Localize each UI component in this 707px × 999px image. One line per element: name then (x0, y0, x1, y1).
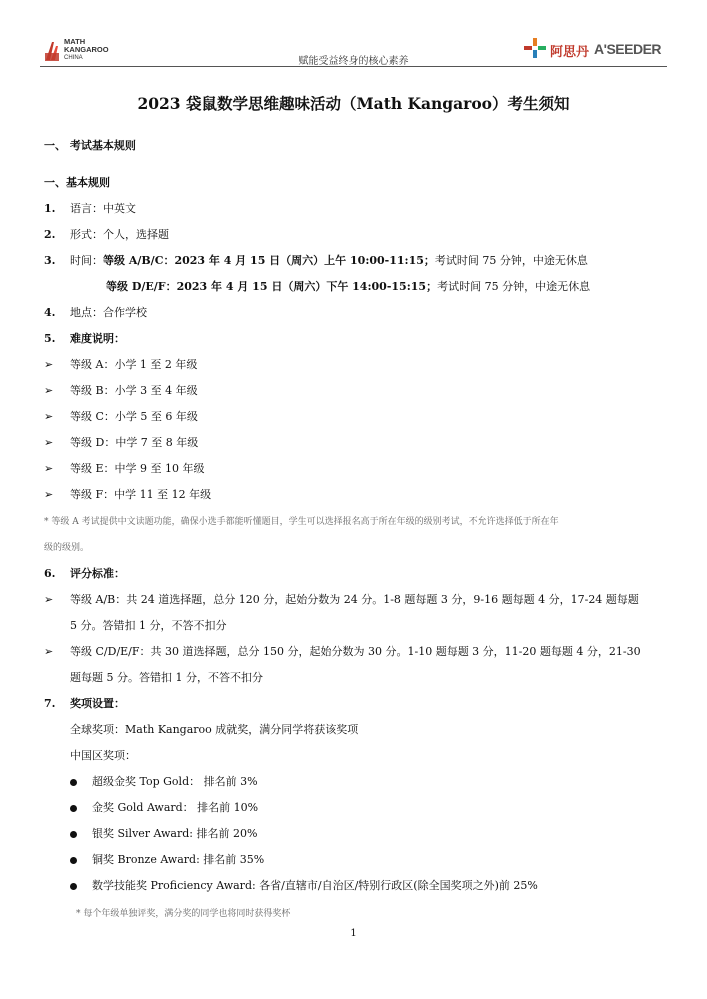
scoring-def-line1: 等级 C/D/E/F：共 30 道选择题，总分 150 分，起始分数为 30 分。1-10 题每题 3 分，11-20 题每题 4 分，21-30 (70, 645, 641, 658)
global-award: 全球奖项：Math Kangaroo 成就奖，满分同学将获该奖项 (70, 723, 359, 736)
aseeder-cn-name: 阿思丹 (550, 45, 590, 60)
rule-format (44, 228, 169, 242)
rule-time-def (106, 280, 590, 294)
award-note: * 每个年级单独评奖，满分奖的同学也将同时获得奖杯 (76, 909, 291, 919)
arrow-bullet-icon: ➢ (44, 410, 54, 423)
rule-time-label: 时间： (70, 254, 103, 267)
section-heading-basic-rules: 一、基本规则 (44, 176, 110, 189)
rule-time (44, 254, 588, 268)
item-number: 3. (44, 254, 56, 267)
header-tagline: 赋能受益终身的核心素养 (298, 56, 409, 67)
item-number: 2. (44, 228, 56, 241)
rule-difficulty (44, 332, 125, 346)
time-def-duration: 考试时间 75 分钟，中途无休息 (437, 280, 591, 293)
aseeder-en-name: A'SEEDER (594, 41, 662, 57)
header-divider (40, 66, 667, 67)
logo-text-math: MATH (64, 37, 86, 46)
award-item: 数学技能奖 Proficiency Award: 各省/直辖市/自治区/特别行政区(除全国奖项之外)前 25% (92, 879, 538, 892)
level-item: 等级 D：中学 7 至 8 年级 (70, 436, 199, 449)
arrow-bullet-icon: ➢ (44, 593, 54, 606)
bullet-dot-icon (70, 779, 77, 786)
level-item: 等级 F：中学 11 至 12 年级 (70, 488, 212, 501)
logo-text-china: CHINA (64, 55, 83, 61)
award-item: 超级金奖 Top Gold： 排名前 3% (92, 775, 258, 788)
aseeder-star-icon (524, 38, 546, 58)
rule-scoring (44, 567, 125, 581)
time-abc: 等级 A/B/C：2023 年 4 月 15 日（周六）上午 10:00-11:15； (103, 254, 435, 267)
time-def: 等级 D/E/F：2023 年 4 月 15 日（周六）下午 14:00-15:15； (106, 280, 438, 293)
logo-text-kangaroo: KANGAROO (64, 45, 109, 54)
award-item: 铜奖 Bronze Award: 排名前 35% (92, 853, 265, 866)
level-item: 等级 C：小学 5 至 6 年级 (70, 410, 198, 423)
bullet-dot-icon (70, 805, 77, 812)
rule-location (44, 306, 147, 320)
rule-awards (44, 697, 125, 711)
item-number: 5. (44, 332, 56, 345)
time-abc-duration: 考试时间 75 分钟，中途无休息 (434, 254, 588, 267)
bullet-dot-icon (70, 857, 77, 864)
arrow-bullet-icon: ➢ (44, 462, 54, 475)
rule-awards-text: 奖项设置： (70, 697, 125, 710)
rule-difficulty-text: 难度说明： (70, 332, 125, 345)
bullet-dot-icon (70, 883, 77, 890)
section-heading-exam-rules: 一、 考试基本规则 (44, 139, 136, 152)
arrow-bullet-icon: ➢ (44, 358, 54, 371)
arrow-bullet-icon: ➢ (44, 436, 54, 449)
rule-location-text: 地点：合作学校 (70, 306, 147, 319)
china-award-heading: 中国区奖项： (70, 749, 136, 762)
rule-scoring-text: 评分标准： (70, 567, 125, 580)
item-number: 6. (44, 567, 56, 580)
scoring-abc-line2: 5 分。答错扣 1 分，不答不扣分 (70, 619, 227, 632)
rule-language (44, 202, 136, 216)
arrow-bullet-icon: ➢ (44, 384, 54, 397)
level-note: * 等级 A 考试提供中文读题功能，确保小选手都能听懂题目，学生可以选择报名高于所在年级的级别考试，不允许选择低于所在年 (44, 517, 559, 527)
level-item: 等级 A：小学 1 至 2 年级 (70, 358, 198, 371)
award-item: 银奖 Silver Award: 排名前 20% (92, 827, 258, 840)
item-number: 7. (44, 697, 56, 710)
item-number: 1. (44, 202, 56, 215)
award-item: 金奖 Gold Award： 排名前 10% (92, 801, 259, 814)
scoring-def-line2: 题每题 5 分。答错扣 1 分，不答不扣分 (70, 671, 263, 684)
level-item: 等级 E：中学 9 至 10 年级 (70, 462, 205, 475)
scoring-abc-line1: 等级 A/B：共 24 道选择题，总分 120 分，起始分数为 24 分。1-8 题每题 3 分，9-16 题每题 4 分，17-24 题每题 (70, 593, 639, 606)
rule-format-text: 形式：个人，选择题 (70, 228, 169, 241)
arrow-bullet-icon: ➢ (44, 488, 54, 501)
bullet-dot-icon (70, 831, 77, 838)
rule-language-text: 语言：中英文 (70, 202, 136, 215)
page-number: 1 (350, 928, 357, 939)
aseeder-logo (524, 38, 664, 62)
page-title: 2023 袋鼠数学思维趣味活动（Math Kangaroo）考生须知 (137, 94, 570, 113)
arrow-bullet-icon: ➢ (44, 645, 54, 658)
level-note-cont: 级的级别。 (44, 543, 90, 553)
item-number: 4. (44, 306, 56, 319)
level-item: 等级 B：小学 3 至 4 年级 (70, 384, 198, 397)
